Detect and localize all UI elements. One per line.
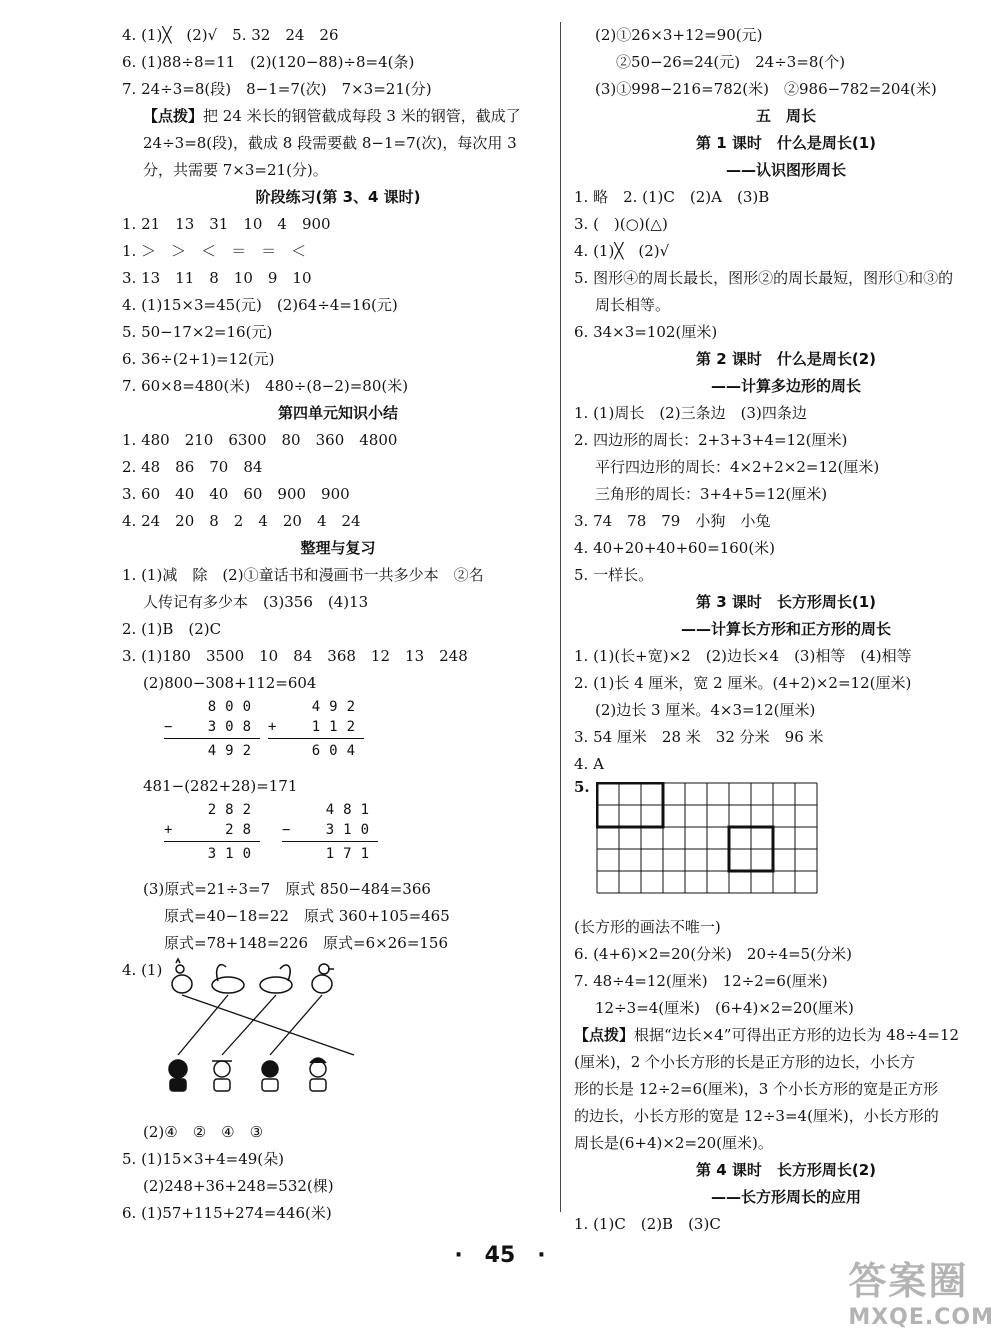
- column-divider: [560, 22, 561, 1212]
- hint-line: 周长是(6+4)×2=20(厘米)。: [574, 1134, 773, 1152]
- right-column: [574, 22, 998, 1238]
- answer-line: 5. 一样长。: [574, 566, 654, 584]
- watermark-logo: [848, 1250, 994, 1330]
- hint-line: 24÷3=8(段)，截成 8 段需要截 8−1=7(次)，每次用 3: [143, 134, 517, 152]
- lesson-heading: 第 1 课时 什么是周长(1): [695, 134, 877, 152]
- answer-line: (2)①26×3+12=90(元): [595, 26, 763, 44]
- kid-icon: [310, 1058, 326, 1091]
- chapter-heading: 五 周长: [755, 107, 816, 125]
- answer-line: 4. (1)╳ (2)√: [574, 242, 670, 260]
- hen-icon: [172, 959, 192, 993]
- hint-line: [122, 103, 554, 130]
- grid-figure: [574, 778, 998, 914]
- answer-line: 周长相等。: [595, 296, 671, 314]
- answer-line: 7. 60×8=480(米) 480÷(8−2)=80(米): [122, 377, 409, 395]
- lesson-subheading: ——计算长方形和正方形的周长: [680, 620, 891, 638]
- answer-line: 4. (1): [122, 961, 163, 979]
- vertical-calc: 481 − 310 171: [282, 802, 378, 862]
- section-heading: 第四单元知识小结: [277, 404, 398, 422]
- hint-line: 的边长，小长方形的宽是 12÷3=4(厘米)，小长方形的: [574, 1107, 939, 1125]
- answer-line: 1. (1)C (2)B (3)C: [574, 1215, 721, 1233]
- answer-line: 原式=40−18=22 原式 360+105=465: [164, 907, 450, 925]
- answer-line: 3. ( )(○)(△): [574, 215, 668, 233]
- hint-line: 形的长是 12÷2=6(厘米)，3 个小长方形的宽是正方形: [574, 1080, 939, 1098]
- swan-icon: [260, 965, 292, 993]
- kid-icon: [262, 1061, 278, 1091]
- lesson-heading: 第 2 课时 什么是周长(2): [695, 350, 877, 368]
- hint-text: 根据“边长×4”可得出正方形的边长为 48÷4=12: [634, 1026, 960, 1044]
- answer-line: 1. 480 210 6300 80 360 4800: [122, 431, 398, 449]
- answer-line: 6. 34×3=102(厘米): [574, 323, 718, 341]
- answer-line: 4. (1)╳ (2)√ 5. 32 24 26: [122, 26, 339, 44]
- vertical-calc: 492 + 112 604: [268, 699, 364, 759]
- lesson-heading: 第 3 课时 长方形周长(1): [695, 593, 877, 611]
- hint-line: [574, 1022, 998, 1049]
- answer-line: 2. 四边形的周长：2+3+3+4=12(厘米): [574, 431, 848, 449]
- answer-line: 三角形的周长：3+4+5=12(厘米): [595, 485, 828, 503]
- answer-line: 1. (1)(长+宽)×2 (2)边长×4 (3)相等 (4)相等: [574, 647, 912, 665]
- rectangle-grid: [596, 782, 836, 908]
- vertical-calc-group: [164, 800, 554, 876]
- vertical-calc-group: [164, 697, 554, 773]
- answer-line: 4. 24 20 8 2 4 20 4 24: [122, 512, 361, 530]
- answer-line: (2)④ ② ④ ③: [143, 1123, 264, 1141]
- answer-line: 3. 13 11 8 10 9 10: [122, 269, 312, 287]
- left-column: [122, 22, 554, 1227]
- answer-line: 6. (1)57+115+274=446(米): [122, 1204, 332, 1222]
- goose-icon: [212, 965, 244, 993]
- matching-picture: [122, 957, 554, 1119]
- answer-line: ②50−26=24(元) 24÷3=8(个): [616, 53, 846, 71]
- lesson-subheading: ——认识图形周长: [725, 161, 846, 179]
- answer-line: 3. (1)180 3500 10 84 368 12 13 248: [122, 647, 468, 665]
- answer-line: 5. 图形④的周长最长，图形②的周长最短，图形①和③的: [574, 269, 954, 287]
- watermark-url: MXQE.COM: [848, 1305, 994, 1330]
- answer-line: 1. 略 2. (1)C (2)A (3)B: [574, 188, 770, 206]
- answer-line: (2)边长 3 厘米。4×3=12(厘米): [595, 701, 816, 719]
- section-heading: 整理与复习: [300, 539, 376, 557]
- answer-line: 1. ＞ ＞ ＜ ＝ ＝ ＜: [122, 242, 307, 260]
- kid-icon: [169, 1060, 187, 1091]
- answer-line: 2. 48 86 70 84: [122, 458, 263, 476]
- answer-line: 人传记有多少本 (3)356 (4)13: [143, 593, 369, 611]
- lesson-subheading: ——长方形周长的应用: [710, 1188, 861, 1206]
- answer-line: 7. 24÷3=8(段) 8−1=7(次) 7×3=21(分): [122, 80, 432, 98]
- vertical-calc: 800 − 308 492: [164, 699, 260, 759]
- answer-line: 5. (1)15×3+4=49(朵): [122, 1150, 284, 1168]
- watermark-text: 答案圈: [848, 1259, 969, 1303]
- hint-tag: 【点拨】: [143, 107, 204, 125]
- question-number: 5.: [574, 778, 590, 796]
- answer-line: (2)800−308+112=604: [143, 674, 317, 692]
- answer-line: 3. 60 40 40 60 900 900: [122, 485, 350, 503]
- answer-line: 1. (1)周长 (2)三条边 (3)四条边: [574, 404, 807, 422]
- section-heading: 阶段练习(第 3、4 课时): [255, 188, 421, 206]
- answer-line: 6. (4+6)×2=20(分米) 20÷4=5(分米): [574, 945, 852, 963]
- hint-line: 分，共需要 7×3=21(分)。: [143, 161, 328, 179]
- answer-line: 原式=78+148=226 原式=6×26=156: [164, 934, 449, 952]
- answer-line: (3)原式=21÷3=7 原式 850−484=366: [143, 880, 431, 898]
- answer-line: 3. 74 78 79 小狗 小兔: [574, 512, 771, 530]
- hint-text: 把 24 米长的钢管截成每段 3 米的钢管，截成了: [203, 107, 521, 125]
- kid-icon: [212, 1061, 232, 1091]
- match-line: [270, 995, 322, 1055]
- answer-line: 2. (1)B (2)C: [122, 620, 222, 638]
- answer-line: (3)①998−216=782(米) ②986−782=204(米): [595, 80, 937, 98]
- answer-line: 4. (1)15×3=45(元) (2)64÷4=16(元): [122, 296, 398, 314]
- vertical-calc: 282 + 28 310: [164, 802, 260, 862]
- answer-line: 4. A: [574, 755, 604, 773]
- note-line: (长方形的画法不唯一): [574, 918, 721, 936]
- answer-line: 1. (1)减 除 (2)①童话书和漫画书一共多少本 ②名: [122, 566, 484, 584]
- hint-tag: 【点拨】: [574, 1026, 635, 1044]
- answer-line: 12÷3=4(厘米) (6+4)×2=20(厘米): [595, 999, 854, 1017]
- answer-line: 6. 36÷(2+1)=12(元): [122, 350, 275, 368]
- lesson-subheading: ——计算多边形的周长: [710, 377, 861, 395]
- answer-line: 4. 40+20+40+60=160(米): [574, 539, 776, 557]
- hint-line: (厘米)，2 个小长方形的长是正方形的边长，小长方: [574, 1053, 916, 1071]
- animal-kid-matching-figure: [164, 957, 424, 1119]
- match-line: [178, 995, 228, 1055]
- answer-line: 2. (1)长 4 厘米，宽 2 厘米。(4+2)×2=12(厘米): [574, 674, 912, 692]
- duck-icon: [312, 964, 334, 993]
- answer-line: 6. (1)88÷8=11 (2)(120−88)÷8=4(条): [122, 53, 415, 71]
- answer-line: 3. 54 厘米 28 米 32 分米 96 米: [574, 728, 824, 746]
- page-number: · 45 ·: [454, 1243, 546, 1268]
- answer-line: 481−(282+28)=171: [143, 777, 298, 795]
- answer-line: 1. 21 13 31 10 4 900: [122, 215, 331, 233]
- answer-line: 5. 50−17×2=16(元): [122, 323, 273, 341]
- answer-line: 7. 48÷4=12(厘米) 12÷2=6(厘米): [574, 972, 828, 990]
- answer-line: (2)248+36+248=532(棵): [143, 1177, 334, 1195]
- lesson-heading: 第 4 课时 长方形周长(2): [695, 1161, 877, 1179]
- answer-line: 平行四边形的周长：4×2+2×2=12(厘米): [595, 458, 880, 476]
